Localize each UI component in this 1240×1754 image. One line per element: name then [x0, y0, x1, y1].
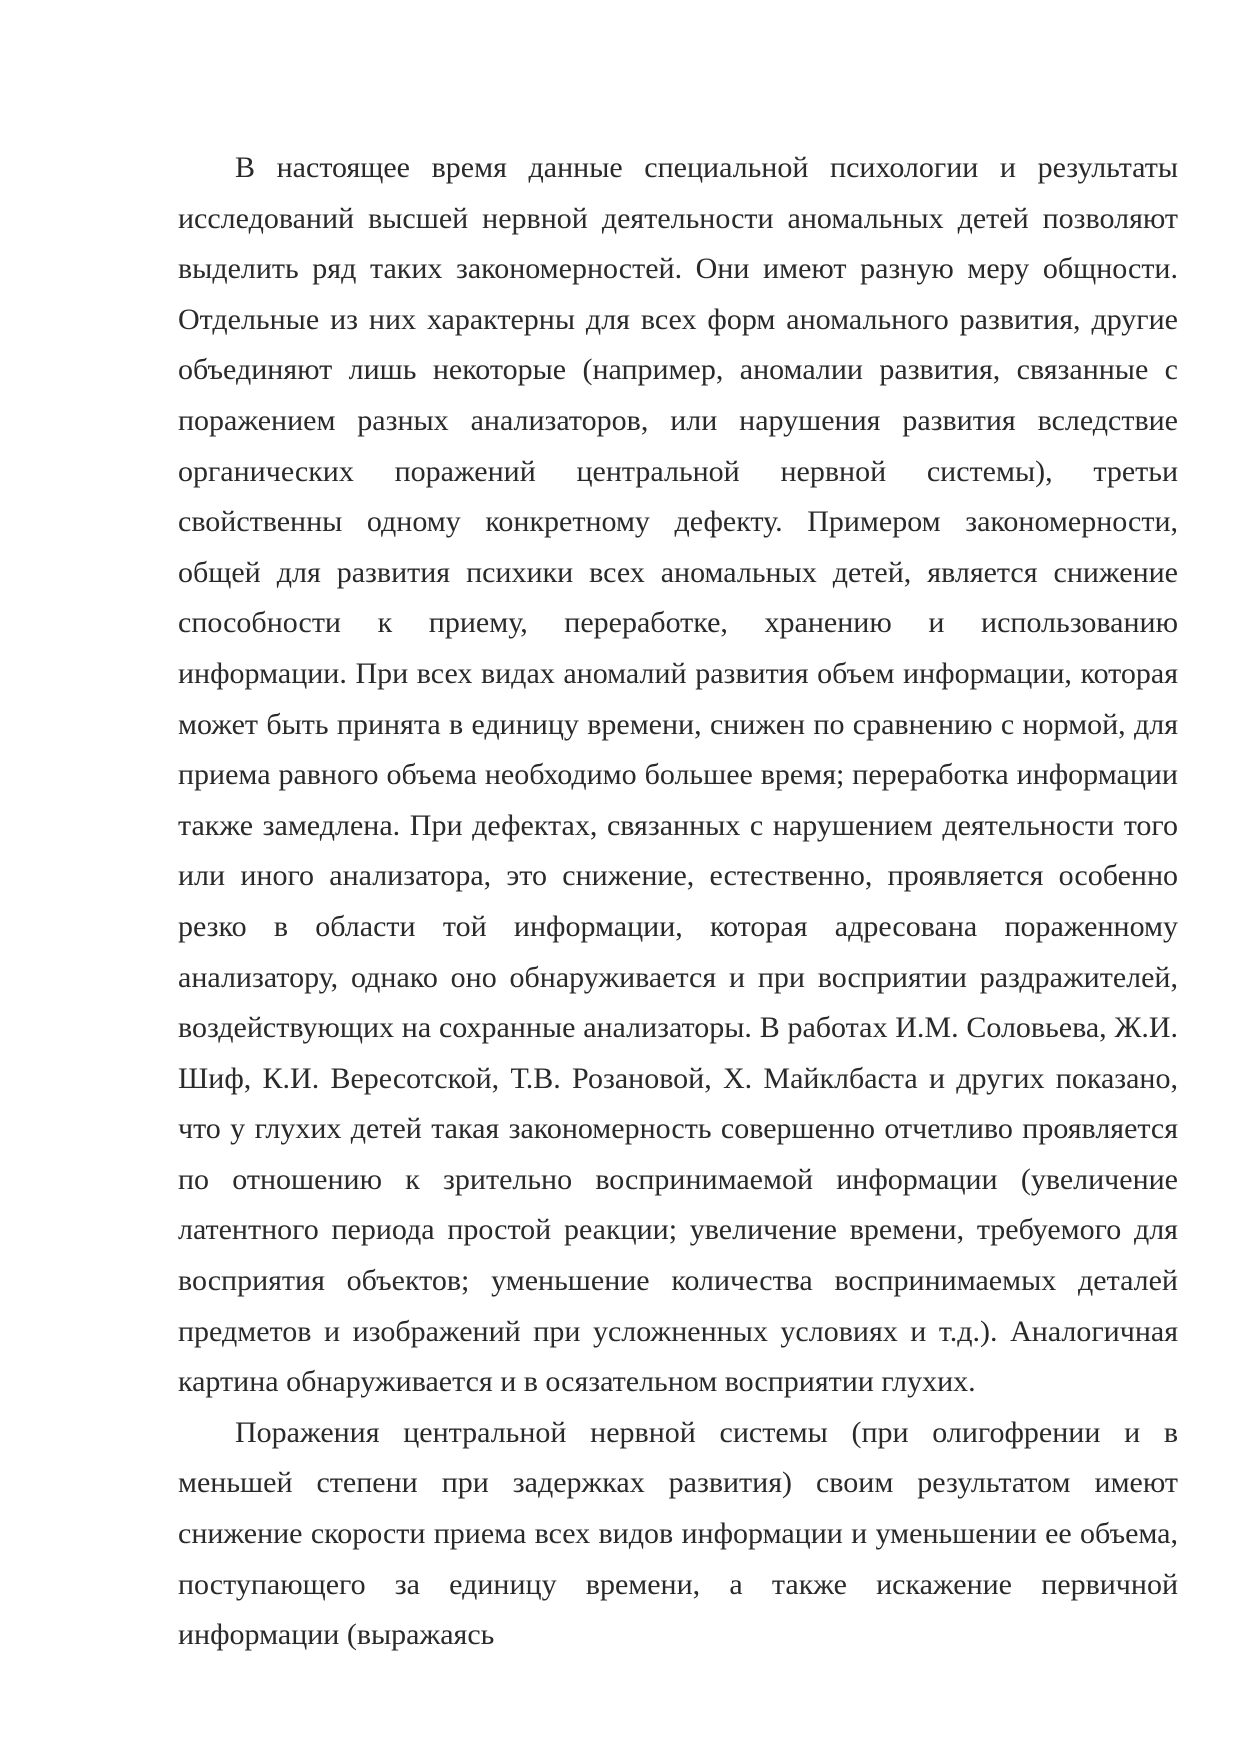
paragraph-1: В настоящее время данные специальной психологии и результаты исследований высшей нервной деятельности аномальных детей позволяют выделить ряд таких закономерностей. Они имеют разную меру общности. Отдельные из них характерны для всех форм аномального развития, другие объединяют лишь некоторые (например, аномалии развития, связанные с поражением разных анализаторов, или нарушения развития вследствие органических поражений центральной нервной системы), третьи свойственны одному конкретному дефекту. Примером закономерности, общей для развития психики всех аномальных детей, является снижение способности к приему, переработке, хранению и использованию информации. При всех видах аномалий развития объем информации, которая может быть принята в единицу времени, снижен по сравнению с нормой, для приема равного объема необходимо большее время; переработка информации также замедлена. При дефектах, связанных с нарушением деятельности того или иного анализатора, это снижение, естественно, проявляется особенно резко в области той информации, которая адресована пораженному анализатору, однако оно обнаруживается и при восприятии раздражителей, воздействующих на сохранные анализаторы. В работах И.М. Соловьева, Ж.И. Шиф, К.И. Вересотской, Т.В. Розановой, Х. Майклбаста и других показано, что у глухих детей такая закономерность совершенно отчетливо проявляется по отношению к зрительно воспринимаемой информации (увеличение латентного периода простой реакции; увеличение времени, требуемого для восприятия объектов; уменьшение количества воспринимаемых деталей предметов и изображений при усложненных условиях и т.д.). Аналогичная картина обнаруживается и в осязательном восприятии глухих. — [178, 151, 1178, 1399]
paragraph-2: Поражения центральной нервной системы (при олигофрении и в меньшей степени при задержках развития) своим результатом имеют снижение скорости приема всех видов информации и уменьшении ее объема, поступающего за единицу времени, а также искажение первичной информации (выражаясь — [178, 1415, 1178, 1652]
body-text — [178, 143, 1178, 1661]
